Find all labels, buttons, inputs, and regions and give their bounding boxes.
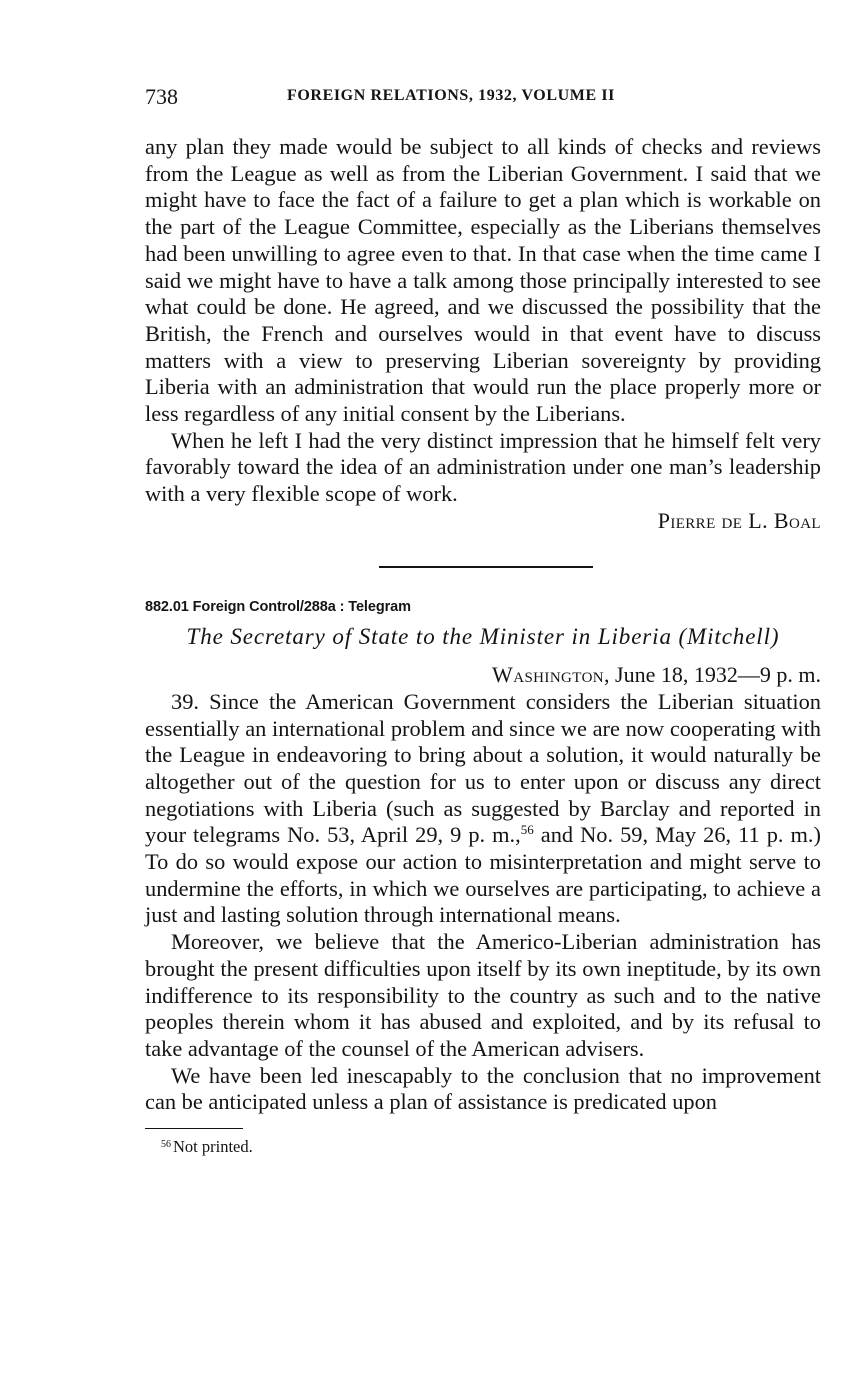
dateline (145, 661, 821, 689)
telegram-paragraph-1 (145, 689, 821, 929)
footnote-reference[interactable]: 56 (520, 822, 534, 838)
footnote-text: Not printed. (173, 1137, 253, 1157)
closing-paragraph: When he left I had the very distinct impression that he himself felt very favorably toward the idea of an administration under one man’s leadership with a very flexible scope of work. (145, 427, 821, 507)
dateline-place: Washington (492, 661, 605, 687)
telegram-paragraph-3: We have been led inescapably to the conclusion that no improvement can be anticipated unless a plan of assistance is predicated upon (145, 1062, 821, 1115)
signature: Pierre de L. Boal (657, 507, 821, 533)
footnote-marker: 56 (161, 1139, 171, 1151)
paragraph-1-part-1: 39. Since the American Government considers the Liberian situation essentially an international problem and since we are now cooperating with the League in endeavoring to bring about a solution, it would naturally be altogether out of the question for us to enter upon or discuss any direct negotiations with Liberia (such as suggested by Barclay and reported in your telegrams No. 53, April 29, 9 p. m., (145, 688, 821, 848)
document-title: The Secretary of State to the Minister in Liberia (Mitchell) (186, 623, 780, 649)
page-number: 738 (145, 84, 178, 109)
dateline-date: , June 18, 1932—9 p. m. (604, 661, 821, 687)
running-header (145, 84, 821, 114)
paragraph-1-part-2: and No. 59, May 26, 11 p. m.) To do so would expose our action to misinterpretation and might serve to undermine the efforts, in which we ourselves are participating, to achieve a just and lasting solution through international means. (145, 822, 821, 928)
footnote (145, 1137, 821, 1157)
continued-paragraph: any plan they made would be subject to all kinds of checks and reviews from the League as well as from the Liberian Government. I said that we might have to face the fact of a failure to get a plan which is workable on the part of the League Committee, especially as the Liberians themselves had been unwilling to agree even to that. In that case when the time came I said we might have to have a talk among those principally interested to see what could be done. He agreed, and we discussed the possibility that the British, the French and ourselves would in that event have to discuss matters with a view to preserving Liberian sovereignty by providing Liberia with an administration that would run the place properly more or less regardless of any initial consent by the Liberians. (145, 134, 821, 427)
file-reference: 882.01 Foreign Control/288a : Telegram (145, 598, 411, 615)
previous-document-body (145, 134, 821, 534)
document-body (145, 689, 821, 1116)
document-page (145, 84, 821, 1157)
running-title: FOREIGN RELATIONS, 1932, VOLUME II (287, 87, 615, 104)
telegram-paragraph-2: Moreover, we believe that the Americo-Liberian administration has brought the present difficulties upon itself by its own ineptitude, by its own indifference to its responsibility to the country as such and to the native peoples therein whom it has abused and exploited, and by its refusal to take advantage of the counsel of the American advisers. (145, 929, 821, 1061)
section-divider (379, 566, 593, 568)
footnote-divider (145, 1128, 243, 1129)
